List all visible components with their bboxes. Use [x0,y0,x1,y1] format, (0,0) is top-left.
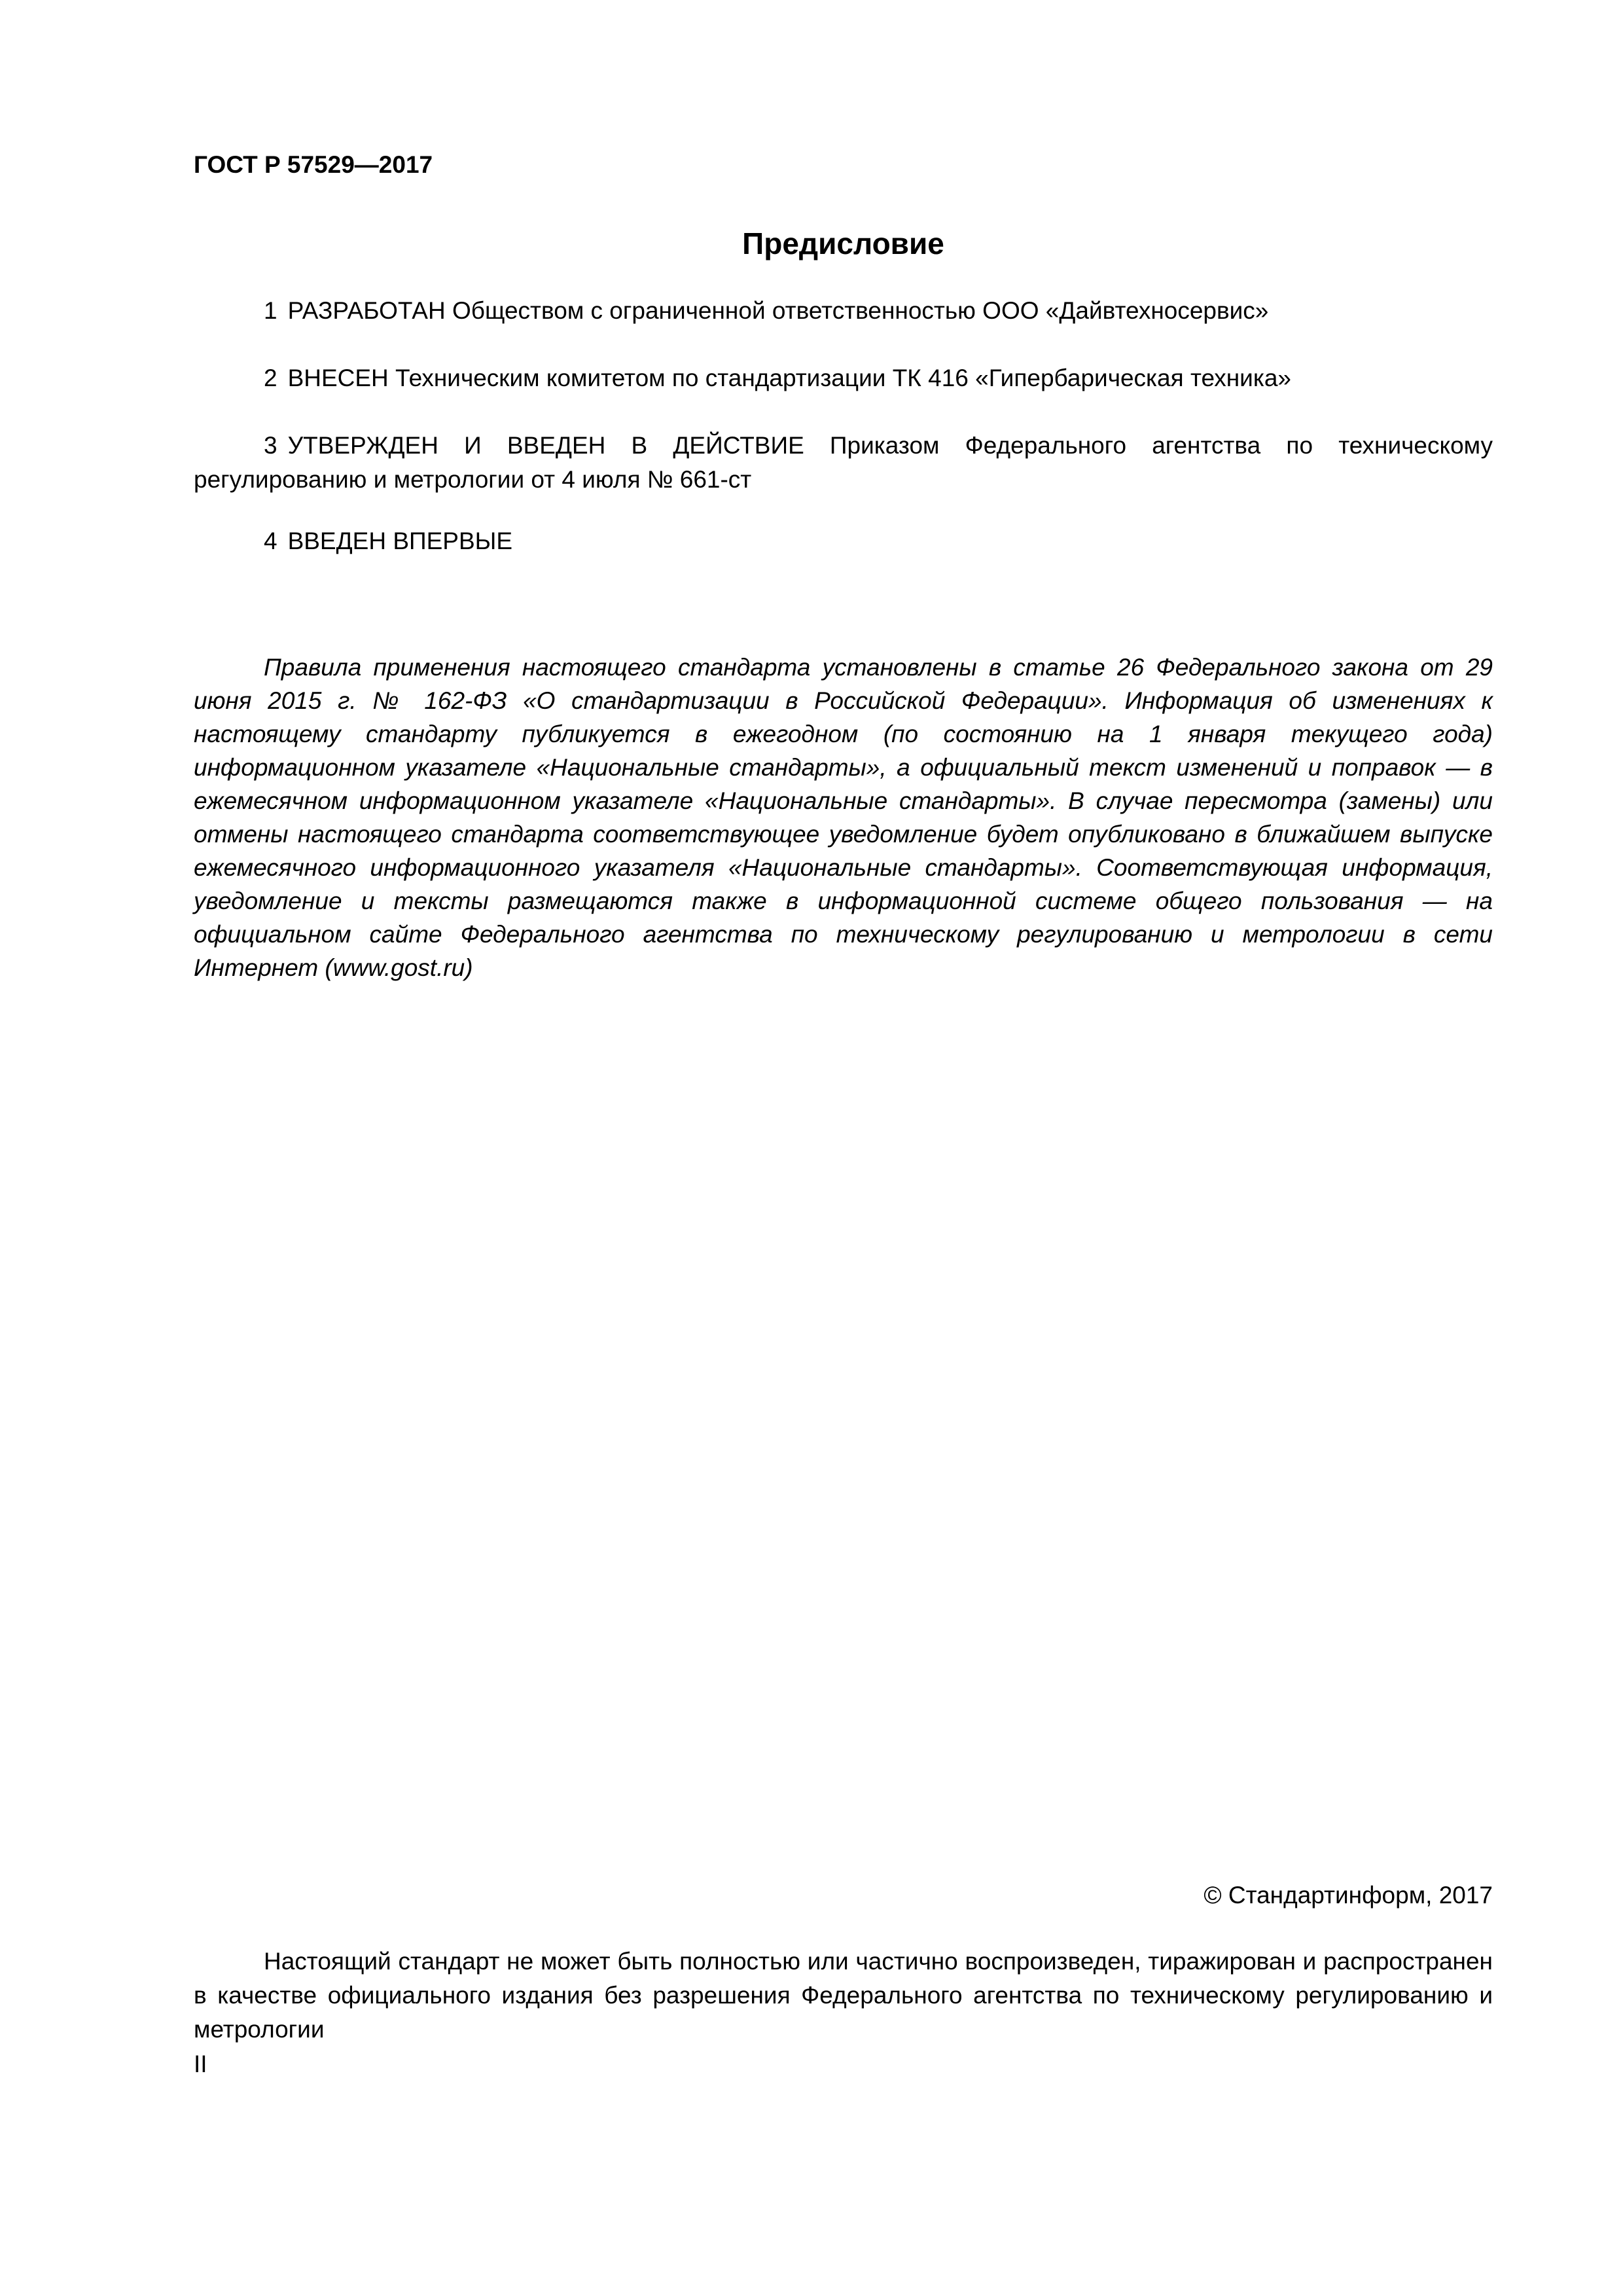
item-text: УТВЕРЖДЕН И ВВЕДЕН В ДЕЙСТВИЕ Приказом Федерального агентства по техническому регулированию и метрологии от 4 июля № 661-ст [194,432,1493,493]
copyright-line: © Стандартинформ, 2017 [1204,1882,1493,1909]
item-number: 2 [264,365,277,391]
standard-code: ГОСТ Р 57529—2017 [194,151,433,178]
item-number: 1 [264,297,277,324]
application-rules-notice: Правила применения настоящего стандарта установлены в статье 26 Федерального закона от 29 июня 2015 г. № 162-ФЗ «О стандартизации в Российской Федерации». Информация об изменениях к настоящему стандарту публикуется в ежегодном (по состоянию на 1 января текущего года) информационном указателе «Национальные стандарты», а официальный текст изменений и поправок — в ежемесячном информационном указателе «Национальные стандарты». В случае пересмотра (замены) или отмены настоящего стандарта соответствующее уведомление будет опубликовано в ближайшем выпуске ежемесячного информационного указателя «Национальные стандарты». Соответствующая информация, уведомление и тексты размещаются также в информационной системе общего пользования — на официальном сайте Федерального агентства по техническому регулированию и метрологии в сети Интернет (www.gost.ru) [194,654,1493,981]
page-title: Предисловие [742,226,944,260]
reproduction-disclaimer: Настоящий стандарт не может быть полностью или частично воспроизведен, тиражирован и распространен в качестве официального издания без разрешения Федерального агентства по техническому регулированию и метрологии [194,1948,1493,2043]
foreword-item-developed [194,294,1493,328]
item-text: ВВЕДЕН ВПЕРВЫЕ [287,528,513,554]
foreword-item-first-time [194,524,1493,558]
foreword-item-introduced [194,361,1493,395]
item-text: ВНЕСЕН Техническим комитетом по стандартизации ТК 416 «Гипербарическая техника» [287,365,1292,391]
page-number: II [194,2051,207,2077]
item-text: РАЗРАБОТАН Обществом с ограниченной ответственностью ООО «Дайвтехносервис» [287,297,1269,324]
item-number: 4 [264,528,277,554]
item-number: 3 [264,432,277,459]
foreword-item-approved [194,429,1493,497]
